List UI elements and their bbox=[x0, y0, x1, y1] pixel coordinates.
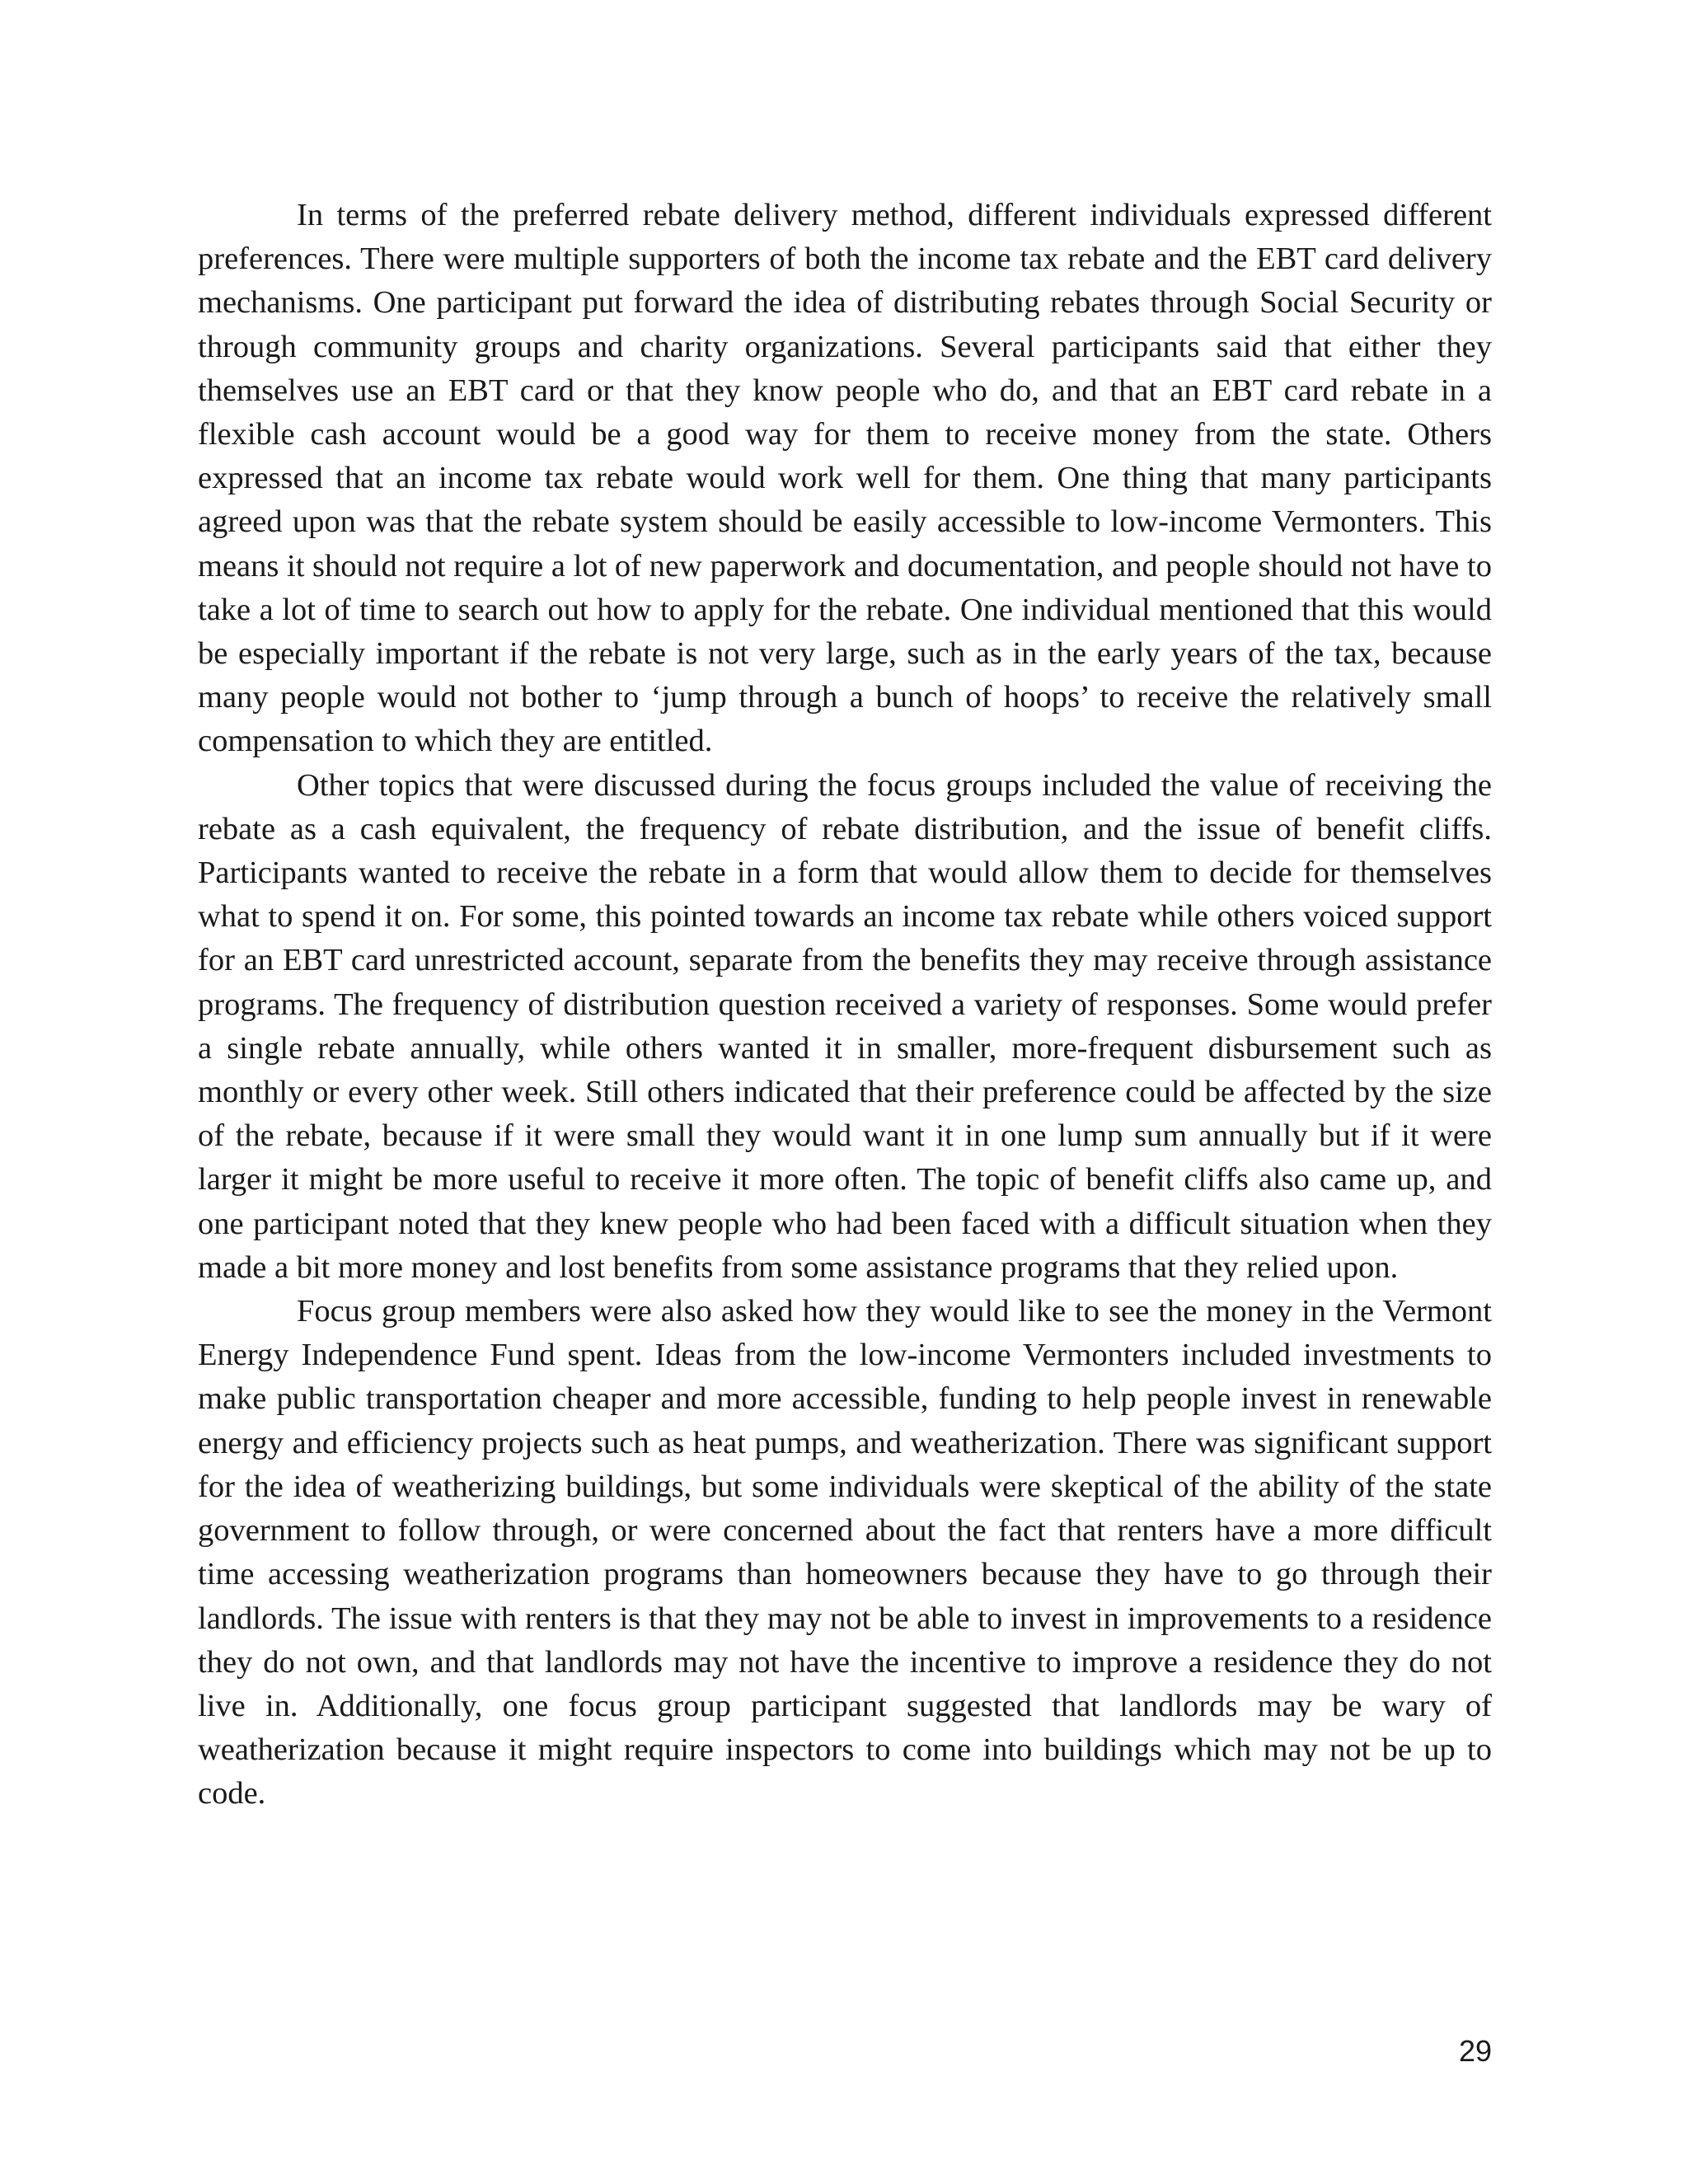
page-number: 29 bbox=[1458, 2034, 1492, 2068]
body-text bbox=[198, 194, 1492, 1816]
paragraph-other-topics: Other topics that were discussed during the focus groups included the value of receiving the rebate as a cash equivalent, the frequency of rebate distribution, and the issue of benefit cliffs. Participants wanted to receive the rebate in a form that would allow them to decide for themselves what to spend it on. For some, this pointed towards an income tax rebate while others voiced support for an EBT card unrestricted account, separate from the benefits they may receive through assistance programs. The frequency of distribution question received a variety of responses. Some would prefer a single rebate annually, while others wanted it in smaller, more-frequent disbursement such as monthly or every other week. Still others indicated that their preference could be affected by the size of the rebate, because if it were small they would want it in one lump sum annually but if it were larger it might be more useful to receive it more often. The topic of benefit cliffs also came up, and one participant noted that they knew people who had been faced with a difficult situation when they made a bit more money and lost benefits from some assistance programs that they relied upon. bbox=[198, 767, 1492, 1285]
paragraph-energy-fund: Focus group members were also asked how they would like to see the money in the Vermont Energy Independence Fund spent. Ideas from the low-income Vermonters included investments to make public transportation cheaper and more accessible, funding to help people invest in renewable energy and efficiency projects such as heat pumps, and weatherization. There was significant support for the idea of weatherizing buildings, but some individuals were skeptical of the ability of the state government to follow through, or were concerned about the fact that renters have a more difficult time accessing weatherization programs than homeowners because they have to go through their landlords. The issue with renters is that they may not be able to invest in improvements to a residence they do not own, and that landlords may not have the incentive to improve a residence they do not live in. Additionally, one focus group participant suggested that landlords may be wary of weatherization because it might require inspectors to come into buildings which may not be up to code. bbox=[198, 1294, 1492, 1811]
paragraph-rebate-delivery: In terms of the preferred rebate delivery method, different individuals expressed different preferences. There were multiple supporters of both the income tax rebate and the EBT card delivery mechanisms. One participant put forward the idea of distributing rebates through Social Security or through community groups and charity organizations. Several participants said that either they themselves use an EBT card or that they know people who do, and that an EBT card rebate in a flexible cash account would be a good way for them to receive money from the state. Others expressed that an income tax rebate would work well for them. One thing that many participants agreed upon was that the rebate system should be easily accessible to low-income Vermonters. This means it should not require a lot of new paperwork and documentation, and people should not have to take a lot of time to search out how to apply for the rebate. One individual mentioned that this would be especially important if the rebate is not very large, such as in the early years of the tax, because many people would not bother to ‘jump through a bunch of hoops’ to receive the relatively small compensation to which they are entitled. bbox=[198, 198, 1492, 759]
